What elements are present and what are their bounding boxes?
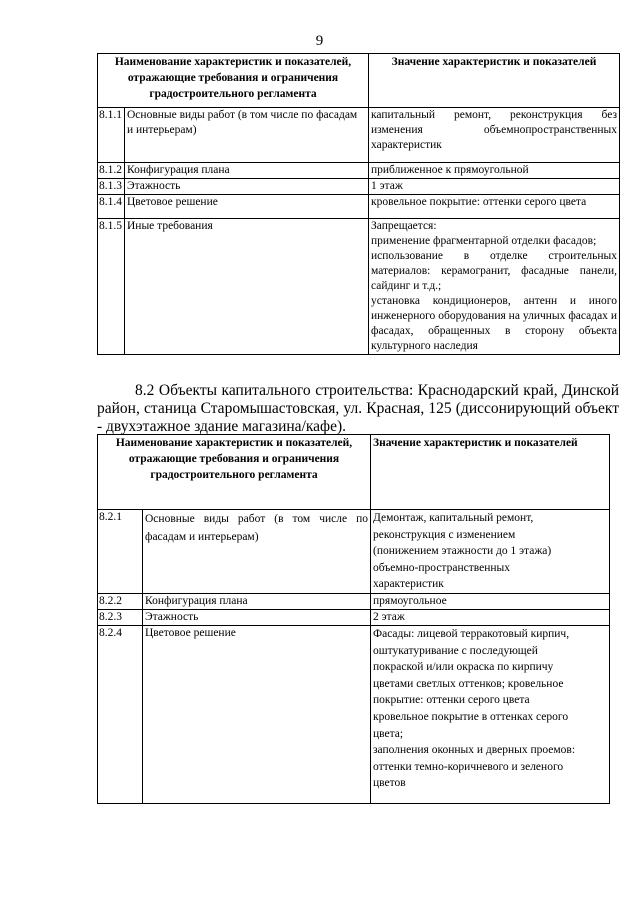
value-line: цветами светлых оттенков; кровельное <box>373 677 564 690</box>
page-number: 9 <box>315 33 324 49</box>
value-line: Демонтаж, капитальный ремонт, <box>373 512 534 524</box>
value-line: оттенки темно-коричневого и зеленого <box>373 760 564 773</box>
table-row <box>98 195 620 219</box>
row-number: 8.1.1 <box>98 108 125 163</box>
table-row <box>98 179 620 195</box>
value-line: цвета; <box>373 727 404 740</box>
row-name: Основные виды работ (в том числе по фасадам и интерьерам) <box>143 510 371 594</box>
regulation-table-8-1 <box>97 53 620 355</box>
header-values: Значение характеристик и показателей <box>369 54 620 108</box>
value-line: Запрещается: <box>371 220 437 232</box>
section-8-2-heading <box>97 382 619 436</box>
table-header-row <box>98 435 610 510</box>
row-value: прямоугольное <box>371 593 610 609</box>
table-row <box>98 625 610 803</box>
table-row <box>98 609 610 625</box>
value-line: покраской и/или окраска по кирпичу <box>373 661 554 674</box>
value-line: оштукатуривание с последующей <box>373 644 538 657</box>
row-value: 2 этаж <box>371 609 610 625</box>
row-number: 8.2.1 <box>98 510 143 594</box>
value-line: реконструкция с изменением <box>373 528 516 541</box>
row-number: 8.1.4 <box>98 195 125 219</box>
section-8-2-text: 8.2 Объекты капитального строительства: Краснодарский край, Динской район, станица Старомышастовская, ул. Красная, 125 (диссонирующий объект - двухэтажное здание магазина/кафе). <box>97 382 619 435</box>
value-line: применение фрагментарной отделки фасадов; <box>371 235 597 247</box>
row-name: Цветовое решение <box>143 625 371 803</box>
regulation-table-8-2 <box>97 434 610 804</box>
row-value: 1 этаж <box>369 179 620 195</box>
header-values: Значение характеристик и показателей <box>371 435 610 510</box>
row-number: 8.1.5 <box>98 219 125 355</box>
row-name: Этажность <box>125 179 369 195</box>
header-characteristics: Наименование характеристик и показателей, отражающие требования и ограничения градостроительного регламента <box>98 435 371 510</box>
value-line: установка кондиционеров, антенн и иного инженерного оборудования на уличных фасадах и фасадах, обращенных в сторону объекта культурного наследия <box>371 295 617 352</box>
value-line: (понижением этажности до 1 этажа) <box>373 545 552 558</box>
row-number: 8.2.3 <box>98 609 143 625</box>
value-line: Фасады: лицевой терракотовый кирпич, <box>373 627 570 640</box>
row-value: капитальный ремонт, реконструкция без изменения объемнопространственных характеристик <box>369 108 620 163</box>
row-value: кровельное покрытие: оттенки серого цвета <box>369 195 620 219</box>
value-line: объемно-пространственных <box>373 561 510 574</box>
row-name: Основные виды работ (в том числе по фасадам и интерьерам) <box>125 108 369 163</box>
row-name: Конфигурация плана <box>143 593 371 609</box>
row-name: Конфигурация плана <box>125 163 369 179</box>
table-row <box>98 593 610 609</box>
row-number: 8.1.2 <box>98 163 125 179</box>
row-number: 8.2.2 <box>98 593 143 609</box>
row-value-lines <box>371 510 610 594</box>
table-header-row <box>98 54 620 108</box>
row-value-lines <box>369 219 620 355</box>
row-value: приближенное к прямоугольной <box>369 163 620 179</box>
row-number: 8.2.4 <box>98 625 143 803</box>
row-name: Иные требования <box>125 219 369 355</box>
table-row <box>98 510 610 594</box>
row-name: Этажность <box>143 609 371 625</box>
row-name: Цветовое решение <box>125 195 369 219</box>
table-row <box>98 108 620 163</box>
value-line: цветов <box>373 777 406 790</box>
value-line: заполнения оконных и дверных проемов: <box>373 744 576 757</box>
table-row <box>98 219 620 355</box>
value-line: покрытие: оттенки серого цвета <box>373 694 530 707</box>
value-line: использование в отделке строительных материалов: керамогранит, фасадные панели, сайдинг и т.д.; <box>371 250 617 292</box>
table-row <box>98 163 620 179</box>
value-line: кровельное покрытие в оттенках серого <box>373 710 569 723</box>
row-number: 8.1.3 <box>98 179 125 195</box>
header-characteristics: Наименование характеристик и показателей, отражающие требования и ограничения градостроительного регламента <box>98 54 369 108</box>
value-line: характеристик <box>373 578 444 591</box>
row-value-lines <box>371 625 610 803</box>
